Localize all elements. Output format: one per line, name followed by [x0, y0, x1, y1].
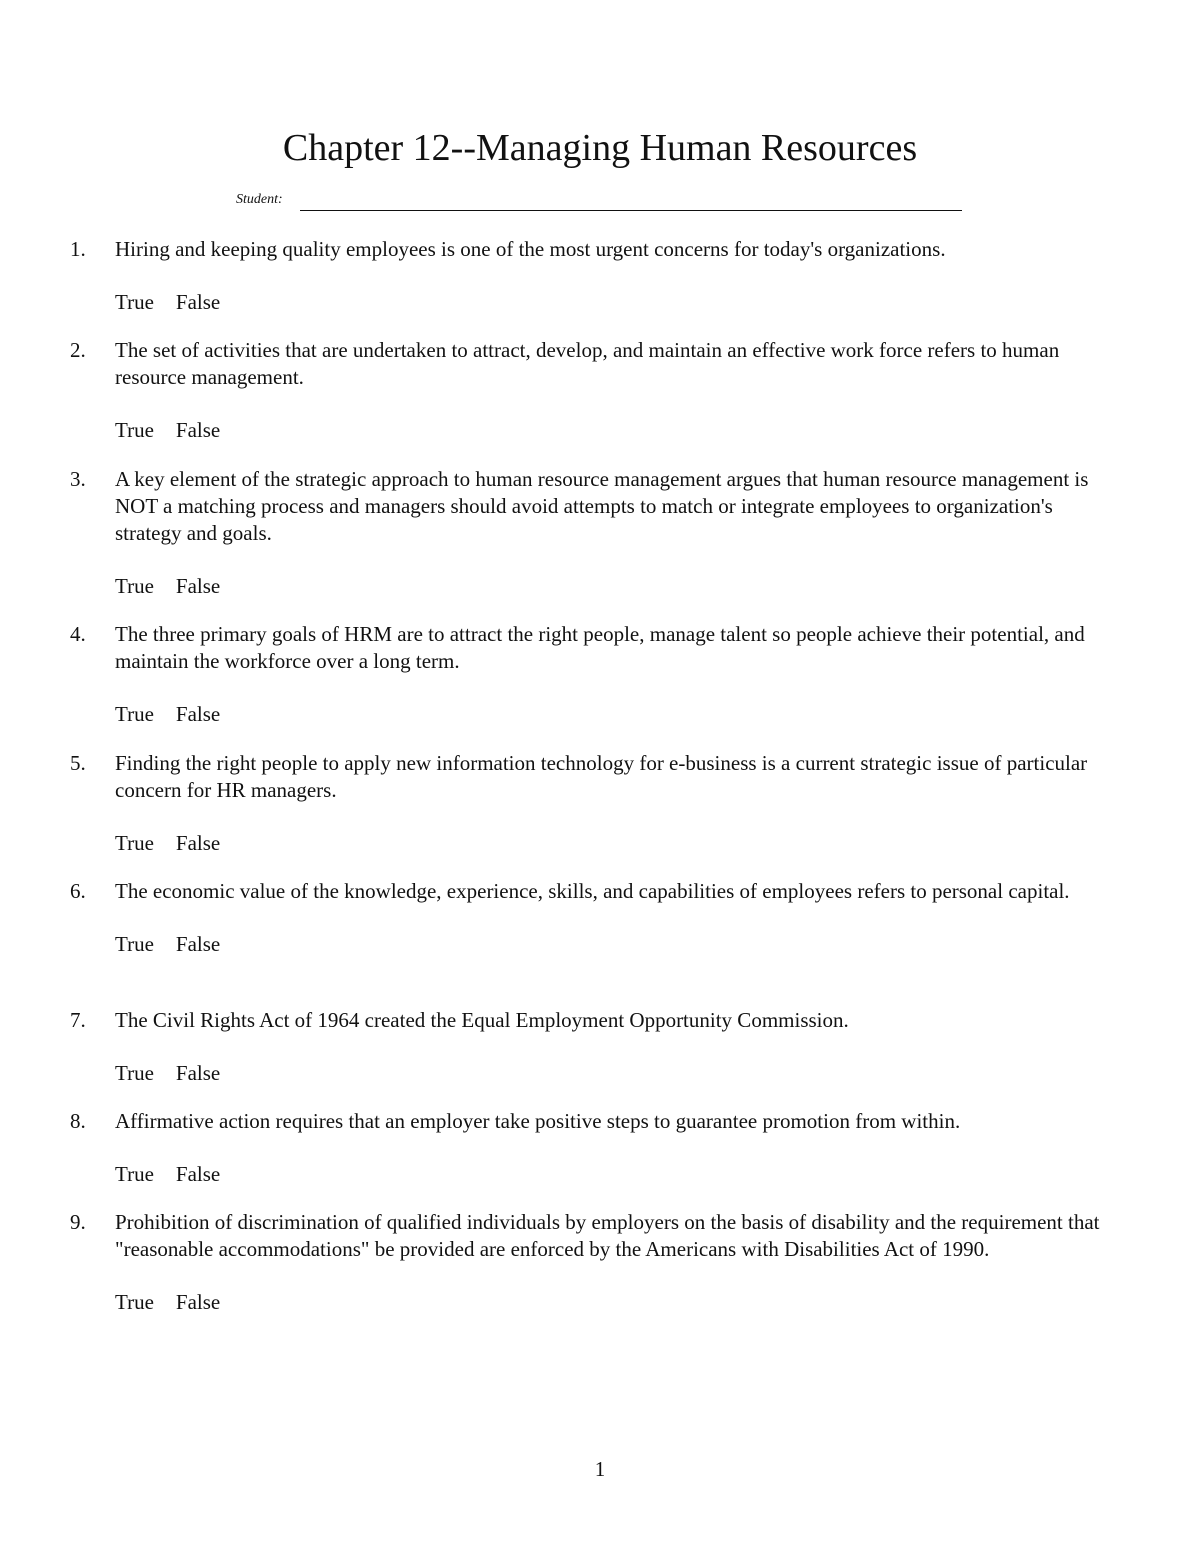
question-text: Hiring and keeping quality employees is one of the most urgent concerns for today's organizations.: [115, 237, 946, 261]
true-option[interactable]: True: [115, 831, 154, 855]
student-name-field[interactable]: [300, 210, 962, 211]
question-number: 8.: [70, 1109, 86, 1133]
false-option[interactable]: False: [175, 290, 221, 314]
false-option[interactable]: False: [175, 1162, 221, 1186]
question-number: 1.: [70, 237, 86, 261]
question-text: The three primary goals of HRM are to attract the right people, manage talent so people achieve their potential, and maintain the workforce over a long term.: [115, 622, 1085, 673]
question-item: [70, 1108, 1100, 1188]
question-number: 9.: [70, 1210, 86, 1234]
question-number: 4.: [70, 622, 86, 646]
false-option[interactable]: False: [175, 702, 221, 726]
false-option[interactable]: False: [175, 831, 221, 855]
true-option[interactable]: True: [115, 1061, 154, 1085]
answer-options: [115, 830, 1100, 857]
answer-options: [115, 289, 1100, 316]
false-option[interactable]: False: [175, 574, 221, 598]
true-option[interactable]: True: [115, 1290, 154, 1314]
question-number: 3.: [70, 467, 86, 491]
answer-options: [115, 1060, 1100, 1087]
question-text: The Civil Rights Act of 1964 created the Equal Employment Opportunity Commission.: [115, 1008, 849, 1032]
question-item: [70, 621, 1100, 728]
question-number: 7.: [70, 1008, 86, 1032]
question-text: Prohibition of discrimination of qualified individuals by employers on the basis of disability and the requirement that "reasonable accommodations" be provided are enforced by the Americans with Disabilities Act of 1990.: [115, 1210, 1100, 1261]
question-number: 2.: [70, 338, 86, 362]
true-option[interactable]: True: [115, 1162, 154, 1186]
true-option[interactable]: True: [115, 932, 154, 956]
question-item: [70, 236, 1100, 316]
true-option[interactable]: True: [115, 702, 154, 726]
false-option[interactable]: False: [175, 932, 221, 956]
true-option[interactable]: True: [115, 574, 154, 598]
true-option[interactable]: True: [115, 290, 154, 314]
page-number: 1: [594, 1457, 606, 1481]
answer-options: [115, 931, 1100, 958]
page-title: Chapter 12--Managing Human Resources: [282, 127, 918, 169]
question-text: A key element of the strategic approach to human resource management argues that human resource management is NOT a matching process and managers should avoid attempts to match or integrate employees to organization's strategy and goals.: [115, 467, 1089, 545]
false-option[interactable]: False: [175, 1061, 221, 1085]
answer-options: [115, 701, 1100, 728]
answer-options: [115, 1289, 1100, 1316]
question-number: 6.: [70, 879, 86, 903]
true-option[interactable]: True: [115, 418, 154, 442]
question-item: [70, 1007, 1100, 1087]
false-option[interactable]: False: [175, 1290, 221, 1314]
false-option[interactable]: False: [175, 418, 221, 442]
answer-options: [115, 417, 1100, 444]
question-number: 5.: [70, 751, 86, 775]
question-text: Affirmative action requires that an employer take positive steps to guarantee promotion from within.: [115, 1109, 961, 1133]
question-item: [70, 750, 1100, 857]
question-item: [70, 1209, 1100, 1316]
student-label: Student:: [236, 192, 283, 207]
question-item: [70, 466, 1100, 600]
question-item: [70, 878, 1100, 958]
question-text: The economic value of the knowledge, experience, skills, and capabilities of employees refers to personal capital.: [115, 879, 1070, 903]
answer-options: [115, 573, 1100, 600]
question-text: Finding the right people to apply new information technology for e-business is a current strategic issue of particular concern for HR managers.: [115, 751, 1088, 802]
question-text: The set of activities that are undertaken to attract, develop, and maintain an effective work force refers to human resource management.: [115, 338, 1060, 389]
answer-options: [115, 1161, 1100, 1188]
question-item: [70, 337, 1100, 444]
